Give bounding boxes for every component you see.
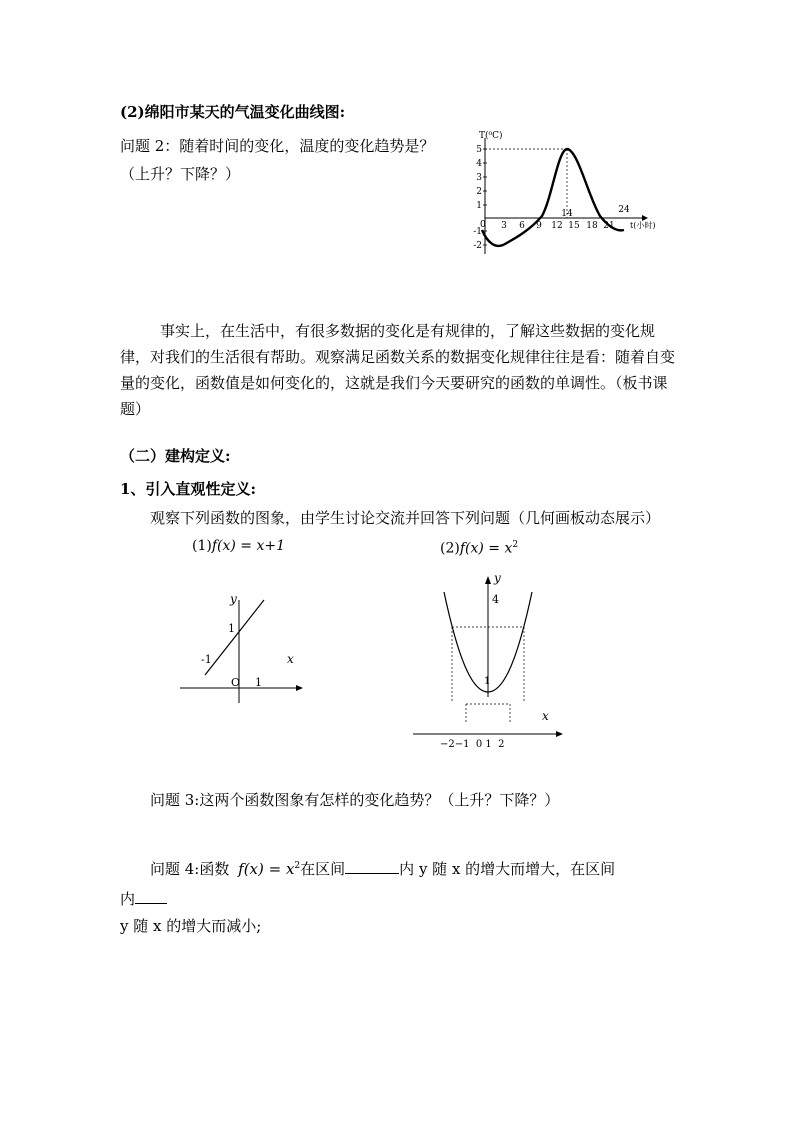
x-tick-9: 9: [536, 221, 542, 231]
y-tick-1: 1: [476, 201, 482, 211]
question-4-formula: f(x) = x: [238, 860, 295, 878]
section-2-heading: （二）建构定义:: [120, 447, 231, 465]
graph1-title: [192, 538, 285, 554]
graph1-label-origin: O: [231, 676, 241, 689]
question-4-exponent: 2: [294, 861, 301, 871]
temp-x-axis-label: t(小时): [630, 221, 656, 230]
section-weather-heading: (2)绵阳市某天的气温变化曲线图:: [120, 103, 346, 121]
graph2-label-1: 1: [484, 676, 491, 687]
question-3: 问题 3:这两个函数图象有怎样的变化趋势？（上升？下降？）: [150, 791, 560, 809]
paragraph-fact: 事实上，在生活中，有很多数据的变化是有规律的，了解这些数据的变化规律，对我们的生活很有帮助。观察满足函数关系的数据变化规律往往是看：随着自变量的变化，函数值是如何变化的，这就是我们今天要研究的函数的单调性。（板书课题）: [120, 322, 676, 418]
x-tick-12: 12: [551, 221, 563, 231]
graph1-formula: f(x) = x+1: [211, 538, 286, 554]
graph2-x-arrow: [556, 731, 563, 737]
peak-label: 14: [561, 209, 573, 219]
graph1-line: [205, 600, 264, 675]
y-tick-neg2: -2: [473, 241, 482, 251]
x-tick-18: 18: [586, 221, 598, 231]
answer-blank-increasing[interactable]: [345, 858, 399, 874]
question-4-interval-text: 在区间: [300, 860, 346, 878]
x-tick-21: 21: [603, 221, 615, 231]
graph1-title-prefix: (1): [192, 538, 212, 554]
temp-y-axis-label: T(⁰C): [479, 131, 503, 141]
graph2-formula: f(x) = x: [459, 540, 513, 557]
question-2-line2: （上升？下降？）: [120, 165, 241, 183]
graph1-label-1: 1: [228, 622, 235, 635]
question-2-line1: 问题 2：随着时间的变化，温度的变化趋势是？: [120, 137, 435, 155]
graph1-label-neg1: -1: [201, 653, 212, 666]
graph2-title-prefix: (2): [440, 540, 460, 557]
observe-text: 观察下列函数的图象，由学生讨论交流并回答下列问题（几何画板动态展示）: [150, 509, 661, 527]
graph2-y-arrow: [485, 576, 491, 584]
question-4-line3: y 随 x 的增大而减小;: [120, 917, 262, 935]
question-4-increasing-text: 内 y 随 x 的增大而增大，在区间: [399, 860, 616, 878]
question-4-line1: [150, 856, 615, 879]
temperature-curve: [482, 149, 624, 246]
subsection-1-heading: 1、引入直观性定义:: [120, 480, 256, 498]
graph1-x-arrow: [296, 685, 303, 691]
graph2-title: [440, 540, 518, 557]
question-4-inner: 内: [120, 890, 136, 908]
y-tick-4: 4: [476, 159, 482, 169]
graph2-label-4: 4: [492, 593, 499, 606]
graph1-y-label: y: [230, 592, 237, 606]
graph1-linear: [172, 585, 307, 705]
question-4-prefix: 问题 4:函数: [150, 860, 235, 878]
y-tick-neg1: -1: [473, 227, 482, 237]
x-tick-6: 6: [519, 221, 525, 231]
temp-origin-label: 0: [480, 220, 486, 230]
x-tick-15: 15: [568, 221, 580, 231]
temperature-curve-chart: [470, 126, 685, 256]
end-label: 24: [618, 205, 630, 215]
x-tick-3: 3: [501, 221, 507, 231]
y-tick-5: 5: [476, 145, 482, 155]
graph1-label-x1: 1: [255, 676, 262, 689]
graph2-parabola: [408, 572, 568, 752]
answer-blank-decreasing[interactable]: [135, 888, 167, 904]
graph2-x-label: x: [542, 709, 549, 723]
graph2-x-ticks: −2−1 0 1 2: [440, 739, 505, 750]
graph2-exponent: 2: [512, 540, 519, 550]
graph2-y-label: y: [494, 572, 501, 585]
y-tick-2: 2: [476, 187, 482, 197]
question-4-line2: [120, 888, 167, 909]
y-tick-3: 3: [476, 173, 482, 183]
graph1-x-label: x: [287, 652, 294, 666]
